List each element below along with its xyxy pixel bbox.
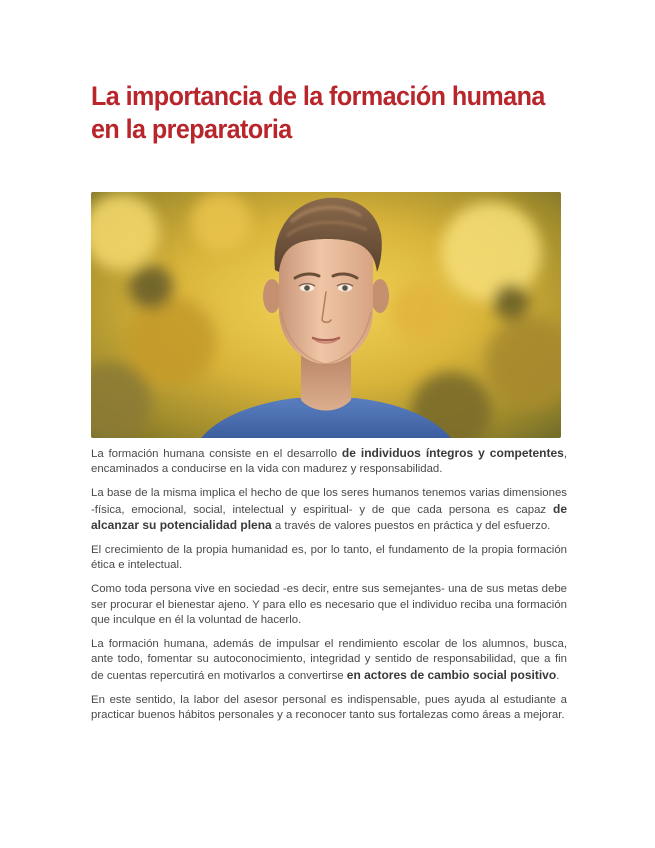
paragraph-5 (91, 637, 567, 684)
article-photo (91, 192, 561, 438)
paragraph-text: La base de la misma implica el hecho de que los seres humanos tenemos varias dimensiones -física, emocional, social, intelectual y espiritual- y de que cada persona es capaz (91, 487, 567, 516)
portrait-image (91, 192, 561, 438)
paragraph-4 (91, 582, 567, 628)
paragraph-text: El crecimiento de la propia humanidad es, por lo tanto, el fundamento de la propia formación ética e intelectual. (91, 544, 567, 572)
paragraph-6 (91, 693, 567, 724)
article-title: La importancia de la formación humana en la preparatoria (91, 81, 545, 144)
paragraph-text: , encaminados a conducirse en la vida con madurez y responsabilidad. (91, 448, 568, 476)
paragraph-text: La formación humana consiste en el desarrollo (91, 448, 342, 460)
paragraph-text: . (556, 669, 560, 682)
paragraph-text: En este sentido, la labor del asesor personal es indispensable, pues ayuda al estudiante a practicar buenos hábitos personales y a reconocer tanto sus fortalezas como áreas a mejorar. (91, 693, 567, 722)
emphasis-text: en actores de cambio social positivo (346, 667, 557, 682)
paragraph-1 (91, 446, 567, 478)
paragraph-3 (91, 543, 567, 574)
paragraph-text: La formación humana, además de impulsar el rendimiento escolar de los alumnos, busca, ante todo, fomentar su autoconocimiento, integridad y sentido de responsabilidad, que a fin de cuentas repercutirá en motivarlos a convertirse (91, 638, 567, 682)
article-body (91, 446, 567, 732)
paragraph-text: a través de valores puestos en práctica y del esfuerzo. (271, 520, 551, 533)
emphasis-text: de individuos íntegros y competentes (341, 446, 564, 460)
paragraph-text: Como toda persona vive en sociedad -es decir, entre sus semejantes- una de sus metas debe ser procurar el bienestar ajeno. Y para ello es necesario que el individuo reciba una formación que inculque en él la voluntad de hacerlo. (91, 583, 567, 627)
emphasis-text: de alcanzar su potencialidad plena (91, 501, 567, 533)
paragraph-2 (91, 486, 567, 534)
